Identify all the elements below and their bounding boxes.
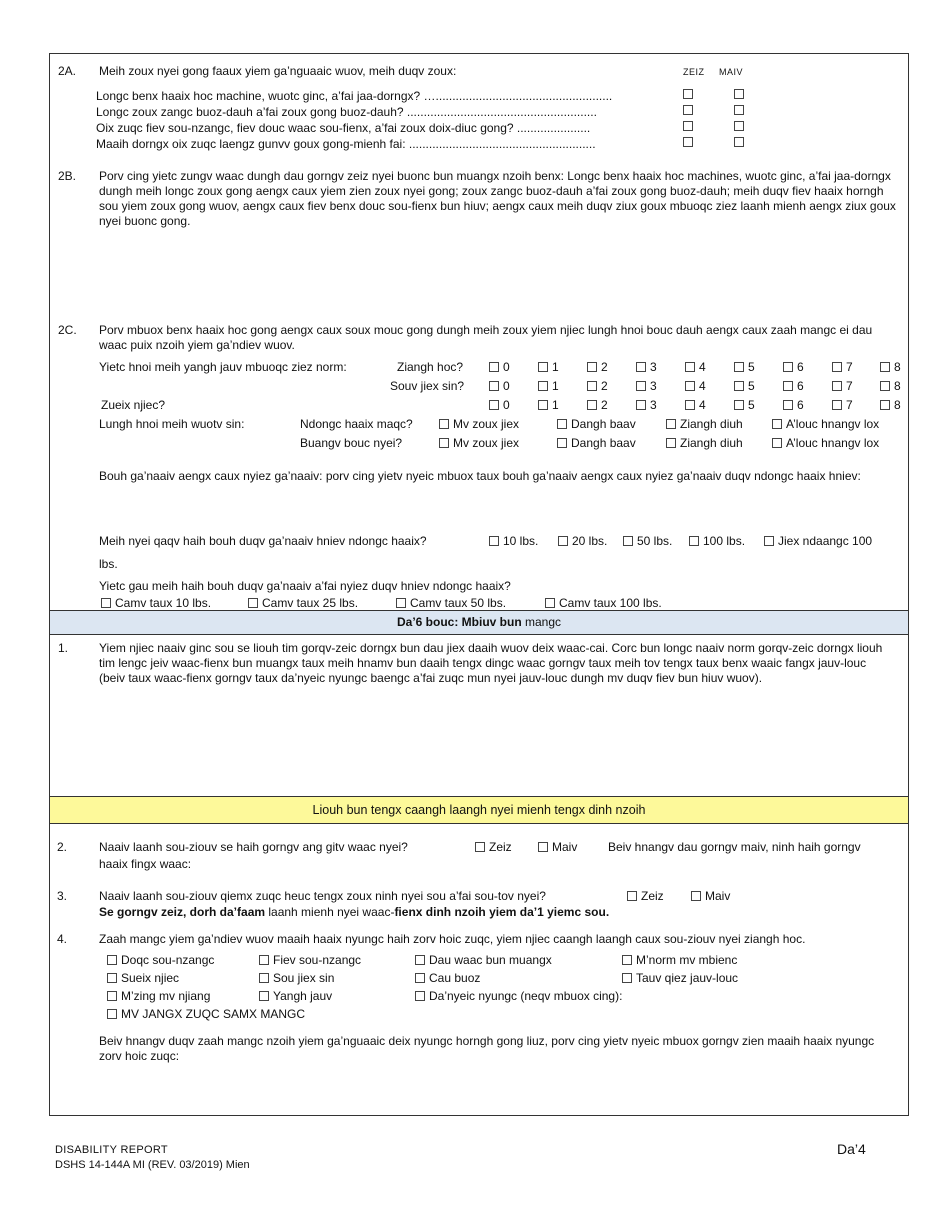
q2a-question: Meih zoux nyei gong faaux yiem ga’nguaaic wuov, meih duqv zoux:	[99, 64, 457, 78]
checkbox[interactable]	[259, 955, 269, 965]
q2c-bend-row-1	[300, 417, 905, 432]
q4-option[interactable]: Yangh jauv	[259, 989, 332, 1004]
checkbox[interactable]	[489, 400, 499, 410]
heavy-option[interactable]: 20 lbs.	[558, 534, 607, 549]
checkbox[interactable]	[783, 381, 793, 391]
checkbox[interactable]	[685, 362, 695, 372]
heavy-question-text: Meih nyei qaqv haih bouh duqv ga’naaiv hniev ndongc haaix?	[99, 534, 427, 548]
checkbox[interactable]	[489, 362, 499, 372]
q2c-carry-text: Bouh ga’naaiv aengx caux nyiez ga’naaiv: porv cing yietv nyeic mbuox taux bouh ga’naaiv aengx caux nyiez ga’naaiv duqv ndongc haaix hniev:	[99, 469, 861, 483]
checkbox[interactable]	[396, 598, 406, 608]
often-option[interactable]: Camv taux 100 lbs.	[545, 596, 662, 611]
scale-option[interactable]: 8	[880, 360, 901, 375]
checkbox[interactable]	[101, 598, 111, 608]
checkbox[interactable]	[772, 419, 782, 429]
checkbox[interactable]	[764, 536, 774, 546]
often-option[interactable]: Camv taux 25 lbs.	[248, 596, 358, 611]
q2a-yes-checkbox[interactable]	[683, 137, 693, 147]
scale-option[interactable]: 3	[636, 360, 657, 375]
bend-option[interactable]: A’louc hnangv lox	[772, 417, 879, 432]
q1-answer-area[interactable]	[99, 708, 894, 792]
q2a-no-checkbox[interactable]	[734, 105, 744, 115]
scale-option[interactable]: 4	[685, 398, 706, 413]
scale-option[interactable]: 5	[734, 398, 755, 413]
checkbox[interactable]	[880, 362, 890, 372]
scale-option[interactable]: 2	[587, 398, 608, 413]
q3-question: Naaiv laanh sou-ziouv qiemx zuqc heuc tengx zoux ninh nyei sou a’fai sou-tov nyei?	[99, 889, 546, 903]
q2c-kneel-label: Zueix njiec?	[101, 398, 166, 412]
checkbox[interactable]	[107, 991, 117, 1001]
scale-option[interactable]: 7	[832, 360, 853, 375]
bend-option[interactable]: Dangh baav	[557, 436, 636, 451]
checkbox[interactable]	[558, 536, 568, 546]
checkbox[interactable]	[627, 891, 637, 901]
heavy-option[interactable]: Jiex ndaangc 100	[764, 534, 872, 549]
scale-option[interactable]: 4	[685, 379, 706, 394]
checkbox[interactable]	[666, 419, 676, 429]
q3-note-bold-a: Se gorngv zeiz, dorh da’faam	[99, 905, 266, 919]
checkbox[interactable]	[623, 536, 633, 546]
q2a-no-checkbox[interactable]	[734, 89, 744, 99]
q4-option[interactable]: Doqc sou-nzangc	[107, 953, 214, 968]
q2a-yes-checkbox[interactable]	[683, 89, 693, 99]
scale-option[interactable]: 2	[587, 360, 608, 375]
q4-option[interactable]: Cau buoz	[415, 971, 480, 986]
checkbox[interactable]	[734, 381, 744, 391]
scale-option[interactable]: 2	[587, 379, 608, 394]
bend-row-label: Buangv bouc nyei?	[300, 436, 403, 450]
scale-option[interactable]: 1	[538, 379, 559, 394]
q2-followup-2: haaix fingx waac:	[99, 857, 192, 871]
scale-option[interactable]: 6	[783, 398, 804, 413]
scale-option[interactable]: 7	[832, 379, 853, 394]
interpreter-band	[50, 796, 908, 824]
checkbox[interactable]	[689, 536, 699, 546]
scale-option[interactable]: 4	[685, 360, 706, 375]
interpreter-band-text: Liouh bun tengx caangh laangh nyei mienh tengx dinh nzoih	[312, 803, 646, 817]
checkbox[interactable]	[489, 536, 499, 546]
q4-option[interactable]: M’norm mv mbienc	[622, 953, 737, 968]
scale-option[interactable]: 3	[636, 398, 657, 413]
checkbox[interactable]	[439, 419, 449, 429]
q2c-often-question: Yietc gau meih haih bouh duqv ga’naaiv a’fai nyiez duqv hniev ndongc haaix?	[99, 579, 511, 593]
checkbox[interactable]	[415, 973, 425, 983]
q2c-heavy-tail: lbs.	[99, 557, 118, 571]
section-6-title-rest: mangc	[521, 615, 562, 629]
q2a-no-checkbox[interactable]	[734, 121, 744, 131]
bend-option[interactable]: Ziangh diuh	[666, 436, 743, 451]
footer-page-number: Da’4	[837, 1141, 866, 1157]
scale-option[interactable]: 3	[636, 379, 657, 394]
checkbox[interactable]	[538, 842, 548, 852]
q2-line	[99, 840, 899, 855]
footer-report-title: DISABILITY REPORT	[55, 1144, 168, 1156]
checkbox[interactable]	[636, 381, 646, 391]
scale-option[interactable]: 6	[783, 379, 804, 394]
q3-no-option[interactable]: Maiv	[691, 889, 730, 904]
q2b-number: 2B.	[58, 169, 77, 183]
q2b-question: Porv cing yietc zungv waac dungh dau gorngv zeiz nyei buonc bun muangx nzoih benx: Longc benx haaix hoc machines, wuotc ginc, a’fai jaa-dorngx dungh meih longc zoux gong aengx caux yiem zien zoux nyei gong; zoux zangc buoz-dauh a’fai zoux gong buoz-dauh; meih duqv fiev haaix horngh sou yiem zoux gong wuov, aengx caux fiev benx douc sou-fienx bun hiuv; aengx caux meih duqv ziux goux mbuoqc ziez laanh mienh aengx ziux goux nyei buonc gong.	[99, 169, 896, 228]
checkbox[interactable]	[538, 400, 548, 410]
q2b-answer-area[interactable]	[99, 236, 899, 314]
q2a-item: Maaih dorngx oix zuqc laengz gunvv goux gong-mienh fai: ........................................................	[96, 137, 596, 151]
q2-no-option[interactable]: Maiv	[538, 840, 577, 855]
q4-option[interactable]: Sueix njiec	[107, 971, 179, 986]
checkbox[interactable]	[538, 381, 548, 391]
checkbox[interactable]	[783, 400, 793, 410]
checkbox[interactable]	[666, 438, 676, 448]
q3-note	[99, 905, 609, 920]
bend-option[interactable]: A’louc hnangv lox	[772, 436, 879, 451]
checkbox[interactable]	[107, 973, 117, 983]
checkbox[interactable]	[691, 891, 701, 901]
q2a-yes-checkbox[interactable]	[683, 121, 693, 131]
scale-option[interactable]: 7	[832, 398, 853, 413]
bend-row-label: Ndongc haaix maqc?	[300, 417, 413, 431]
q2c-question: Porv mbuox benx haaix hoc gong aengx caux soux mouc gong dungh meih zoux yiem njiec lungh hnoi bouc dauh aengx caux zaah mangc ei dau waac puix nzoih yiem ga’ndiev wuov.	[99, 323, 873, 352]
section-6-header	[50, 611, 908, 635]
q3-note-bold-b: fienx dinh nzoih yiem da’1 yiemc sou.	[394, 905, 610, 919]
q4-option[interactable]: M’zing mv njiang	[107, 989, 210, 1004]
q2c-stand-label: Ziangh hoc?	[397, 360, 464, 374]
q4-option[interactable]: Sou jiex sin	[259, 971, 334, 986]
checkbox[interactable]	[685, 400, 695, 410]
checkbox[interactable]	[107, 955, 117, 965]
bend-option[interactable]: Mv zoux jiex	[439, 417, 519, 432]
q2a-number: 2A.	[58, 64, 77, 78]
scale-option[interactable]: 0	[489, 398, 510, 413]
q2c-often-options	[101, 596, 701, 611]
checkbox[interactable]	[783, 362, 793, 372]
checkbox[interactable]	[734, 400, 744, 410]
q3-line	[99, 889, 899, 904]
checkbox[interactable]	[415, 991, 425, 1001]
checkbox[interactable]	[415, 955, 425, 965]
scale-option[interactable]: 8	[880, 398, 901, 413]
checkbox[interactable]	[832, 362, 842, 372]
checkbox[interactable]	[545, 598, 555, 608]
scale-option[interactable]: 8	[880, 379, 901, 394]
scale-option[interactable]: 0	[489, 360, 510, 375]
checkbox[interactable]	[734, 362, 744, 372]
q4-followup: Beiv hnangv duqv zaah mangc nzoih yiem ga’nguaaic deix nyungc horngh gong liuz, porv cing yietv nyeic mbuox gorngv zien maaih haaix nyungc zorv hoic zuqc:	[99, 1034, 875, 1063]
q4-options	[107, 953, 887, 1025]
q3-number: 3.	[57, 889, 68, 903]
checkbox[interactable]	[538, 362, 548, 372]
q2a-item: Longc benx haaix hoc machine, wuotc ginc, a’fai jaa-dorngx? ….....................................................	[96, 89, 613, 103]
heavy-option[interactable]: 10 lbs.	[489, 534, 538, 549]
q2c-bend-label: Lungh hnoi meih wuotv sin:	[99, 417, 245, 431]
checkbox[interactable]	[557, 419, 567, 429]
q2a-item: Oix zuqc fiev sou-nzangc, fiev douc waac sou-fienx, a’fai zoux doix-diuc gong? ......................	[96, 121, 591, 135]
scale-option[interactable]: 6	[783, 360, 804, 375]
checkbox[interactable]	[622, 973, 632, 983]
scale-option[interactable]: 1	[538, 360, 559, 375]
q1-number: 1.	[58, 641, 69, 655]
heavy-option[interactable]: 50 lbs.	[623, 534, 672, 549]
bend-option[interactable]: Ziangh diuh	[666, 417, 743, 432]
often-option[interactable]: Camv taux 50 lbs.	[396, 596, 506, 611]
checkbox[interactable]	[636, 400, 646, 410]
q3-yes-option[interactable]: Zeiz	[627, 889, 664, 904]
checkbox[interactable]	[557, 438, 567, 448]
checkbox[interactable]	[489, 381, 499, 391]
q4-answer-area[interactable]	[99, 1068, 889, 1112]
section-6-title: Da’6 bouc: Mbiuv bun	[396, 615, 522, 629]
q2a-yes-checkbox[interactable]	[683, 105, 693, 115]
q4-question: Zaah mangc yiem ga’ndiev wuov maaih haaix nyungc haih zorv hoic zuqc, yiem njiec caangh laangh caux sou-ziouv nyei ziangh hoc.	[99, 932, 806, 946]
scale-option[interactable]: 5	[734, 379, 755, 394]
bend-option[interactable]: Mv zoux jiex	[439, 436, 519, 451]
checkbox[interactable]	[685, 381, 695, 391]
checkbox[interactable]	[622, 955, 632, 965]
scale-option[interactable]: 0	[489, 379, 510, 394]
scale-option[interactable]: 1	[538, 398, 559, 413]
heavy-option[interactable]: 100 lbs.	[689, 534, 745, 549]
q2c-sit-label: Souv jiex sin?	[390, 379, 465, 393]
checkbox[interactable]	[880, 381, 890, 391]
checkbox[interactable]	[832, 381, 842, 391]
q2c-bend-row-2	[300, 436, 905, 451]
q1-text: Yiem njiec naaiv ginc sou se liouh tim gorqv-zeic dorngx bun dau jiex daaih wuov deix waac-cai. Corc bun longc naaiv norm gorqv-zeic dorngx liouh tim lengc jeiv waac-fienx bun muangx taux meih hnamv bun daaih tengx dingc waac gorngv taux meih tov tengx taux benx waaic fangx jauv-louc (beiv taux waac-fienx gorngv taux da’nyeic nyungc baengc a’fai zuqc mun nyei jauv-louc dungh mv duqv fiev bun hiuv wuov).	[99, 641, 883, 685]
checkbox[interactable]	[587, 362, 597, 372]
checkbox[interactable]	[880, 400, 890, 410]
q2c-number: 2C.	[58, 323, 77, 337]
checkbox[interactable]	[587, 400, 597, 410]
checkbox[interactable]	[636, 362, 646, 372]
q4-option[interactable]: Dau waac bun muangx	[415, 953, 552, 968]
q2-question: Naaiv laanh sou-ziouv se haih gorngv ang gitv waac nyei?	[99, 840, 408, 854]
checkbox[interactable]	[832, 400, 842, 410]
q4-number: 4.	[57, 932, 68, 946]
q2c-heavy-question	[99, 534, 904, 549]
q4-option[interactable]: Fiev sou-nzangc	[259, 953, 361, 968]
q4-option[interactable]: Tauv qiez jauv-louc	[622, 971, 738, 986]
checkbox[interactable]	[587, 381, 597, 391]
q4-option[interactable]: Da’nyeic nyungc (neqv mbuox cing):	[415, 989, 622, 1004]
bend-option[interactable]: Dangh baav	[557, 417, 636, 432]
checkbox[interactable]	[107, 1009, 117, 1019]
q2a-yes-header: ZEIZ	[683, 67, 705, 77]
q2c-hours-label: Yietc hnoi meih yangh jauv mbuoqc ziez norm:	[99, 360, 347, 374]
q2a-item: Longc zoux zangc buoz-dauh a’fai zoux gong buoz-dauh? .........................................................	[96, 105, 597, 119]
q2-followup: Beiv hnangv dau gorngv maiv, ninh haih gorngv	[608, 840, 861, 854]
q4-option[interactable]: MV JANGX ZUQC SAMX MANGC	[107, 1007, 305, 1022]
checkbox[interactable]	[475, 842, 485, 852]
q2-yes-option[interactable]: Zeiz	[475, 840, 512, 855]
q2a-no-header: MAIV	[719, 67, 744, 77]
checkbox[interactable]	[248, 598, 258, 608]
scale-option[interactable]: 5	[734, 360, 755, 375]
checkbox[interactable]	[259, 991, 269, 1001]
checkbox[interactable]	[439, 438, 449, 448]
checkbox[interactable]	[259, 973, 269, 983]
often-option[interactable]: Camv taux 10 lbs.	[101, 596, 211, 611]
q2a-no-checkbox[interactable]	[734, 137, 744, 147]
q3-note-plain: laanh mienh nyei waac-	[265, 905, 395, 919]
q2-number: 2.	[57, 840, 68, 854]
checkbox[interactable]	[772, 438, 782, 448]
footer-form-number: DSHS 14-144A MI (REV. 03/2019) Mien	[55, 1159, 250, 1171]
